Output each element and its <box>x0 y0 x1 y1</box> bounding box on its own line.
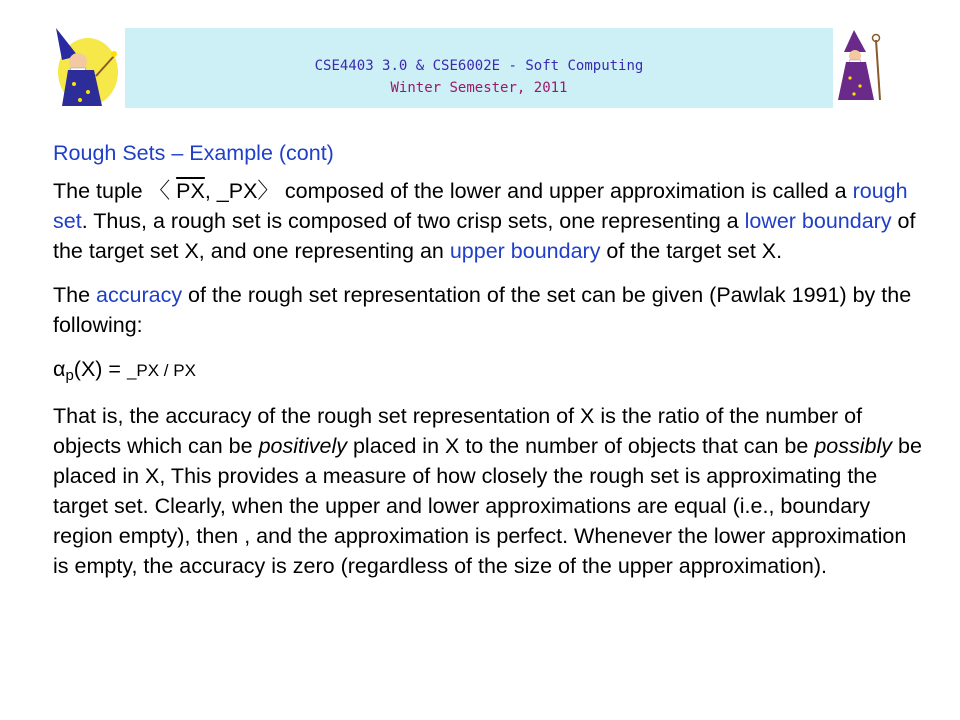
left-angle-bracket: 〈 <box>148 179 171 203</box>
course-title: CSE4403 3.0 & CSE6002E - Soft Computing <box>314 58 644 74</box>
accuracy-formula <box>53 354 923 391</box>
accuracy-explanation-paragraph <box>53 401 923 581</box>
tuple-comma: , <box>204 179 217 203</box>
term-upper-boundary: upper boundary <box>449 239 601 263</box>
formula-ratio: _PX / PX <box>126 361 196 380</box>
term-rough-set: rough set <box>53 179 908 233</box>
term-lower-boundary: lower boundary <box>744 209 892 233</box>
term-accuracy: accuracy <box>96 283 183 307</box>
p2-text-a: The <box>53 283 97 307</box>
lower-approx-symbol: _PX <box>216 179 258 203</box>
upper-approx-symbol: $\overline{PX}$ <box>176 179 205 203</box>
term-possibly: possibly <box>814 434 893 458</box>
wizard-left-icon <box>48 26 122 110</box>
alpha-subscript: p <box>65 367 74 384</box>
term-positively: positively <box>258 434 347 458</box>
accuracy-intro-paragraph <box>53 280 923 340</box>
p1-text-b: composed of the lower and upper approximation is called a <box>278 179 853 203</box>
formula-mid: (X) = <box>73 357 127 381</box>
rough-set-definition-paragraph <box>53 176 923 266</box>
p3-text-b: placed in X to the number of objects that can be <box>347 434 815 458</box>
p3-text-a: That is, the accuracy of the rough set representation of X is the ratio of the number of objects which can be <box>53 404 863 458</box>
header-band <box>125 28 833 108</box>
alpha-symbol: α <box>53 357 66 381</box>
semester-label: Winter Semester, 2011 <box>390 80 568 96</box>
p3-text-c: be placed in X, This provides a measure of how closely the rough set is approximating the target set. Clearly, when the upper and lower approximations are equal (i.e., boundary region empty), then , and the approximation is perfect. Whenever the lower approximation is empty, the accuracy is zero (regardless of the size of the upper approximation). <box>53 434 922 578</box>
p2-text-b: of the rough set representation of the set can be given (Pawlak 1991) by the following: <box>53 283 912 337</box>
wizard-right-icon <box>836 30 886 102</box>
slide-body <box>53 138 923 595</box>
p1-text-c: . Thus, a rough set is composed of two crisp sets, one representing a <box>81 209 745 233</box>
p1-text-d: of the target set X, and one representing an <box>53 209 916 263</box>
p1-text-e: of the target set X. <box>600 239 783 263</box>
right-angle-bracket: 〉 <box>257 179 279 203</box>
slide-title: Rough Sets – Example (cont) <box>53 141 334 165</box>
p1-text-a: The tuple <box>53 179 149 203</box>
